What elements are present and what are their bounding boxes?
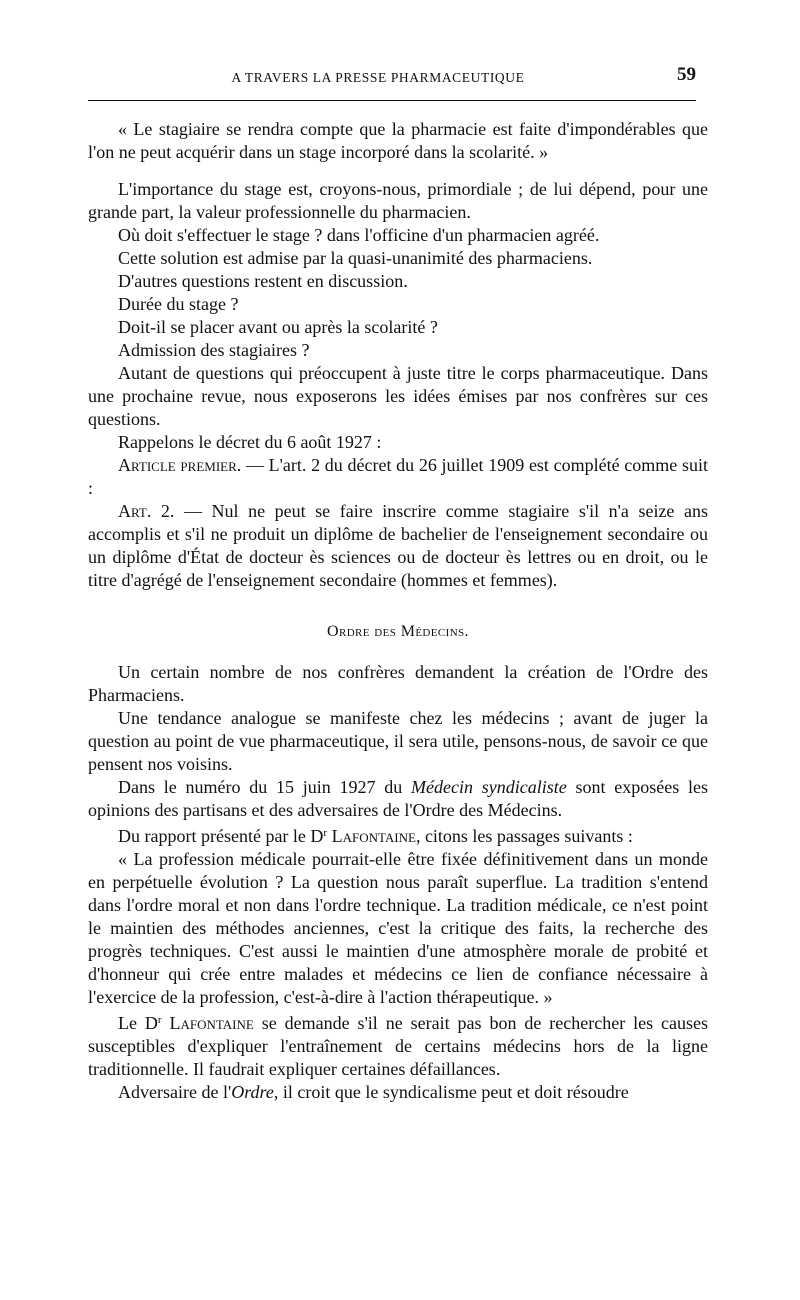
paragraph: L'importance du stage est, croyons-nous, primordiale ; de lui dépend, pour une grande part, la valeur professionnelle du pharmacien. [88, 179, 708, 222]
paragraph: Où doit s'effectuer le stage ? dans l'officine d'un pharmacien agréé. [118, 225, 600, 245]
section-heading: Ordre des Médecins. [327, 623, 469, 640]
article-2-label: Art. 2. [118, 501, 175, 521]
paragraph: Autant de questions qui préoccupent à juste titre le corps pharmaceutique. Dans une prochaine revue, nous exposerons les idées émises par nos confrères sur ces questions. [88, 363, 708, 429]
page-header [88, 64, 696, 94]
ordre-word: Ordre [231, 1082, 274, 1102]
paragraph: Une tendance analogue se manifeste chez les médecins ; avant de juger la question au point de vue pharmaceutique, il sera utile, pensons-nous, de savoir ce que pensent nos voisins. [88, 708, 708, 774]
page-number: 59 [677, 64, 696, 85]
rapport-after: , citons les passages suivants : [415, 826, 633, 846]
lafontaine-paragraph [88, 1009, 708, 1081]
quote-paragraph: « La profession médicale pourrait-elle être fixée définitivement dans un monde en perpétuelle évolution ? La question nous paraît superflue. La tradition s'entend dans l'ordre moral et non dans l'ordre technique. La tradition médicale, ce n'est point le maintien des méthodes anciennes, c'est la critique des faits, la recherche des progrès techniques. C'est aussi le maintien d'une atmosphère morale de probité et d'honneur qui crée entre malades et médecins ce lien de confiance nécessaire à l'exercice de la profession, c'est-à-dire à l'action thérapeutique. » [88, 849, 708, 1007]
rapport-sup: r [323, 827, 328, 839]
lafontaine-sup: r [157, 1014, 162, 1026]
article-premier [88, 454, 708, 500]
article-2-text: — Nul ne peut se faire inscrire comme stagiaire s'il n'a seize ans accomplis et s'il ne produit un diplôme de bachelier de l'enseignement secondaire ou un diplôme d'État de docteur ès sciences ou de docteur ès lettres ou en droit, ou le titre d'agrégé de l'enseignement secondaire (hommes et femmes). [88, 501, 708, 590]
body-text [88, 118, 708, 1104]
paragraph: Doit-il se placer avant ou après la scolarité ? [118, 317, 438, 337]
paragraph: D'autres questions restent en discussion. [118, 271, 408, 291]
lafontaine-before: Le D [118, 1013, 158, 1033]
journal-title: Médecin syndicaliste [411, 777, 567, 797]
lafontaine-after: se demande s'il ne serait pas bon de rechercher les causes susceptibles d'expliquer l'entraînement de certains médecins hors de la ligne traditionnelle. Il faudrait expliquer certaines défaillances. [88, 1013, 708, 1079]
numero-after: sont exposées les opinions des partisans et des adversaires de l'Ordre des Médecins. [88, 777, 708, 820]
header-rule [88, 100, 696, 101]
paragraph: Admission des stagiaires ? [118, 340, 310, 360]
paragraph: Durée du stage ? [118, 294, 239, 314]
numero-paragraph [88, 776, 708, 822]
paragraph: « Le stagiaire se rendra compte que la pharmacie est faite d'impondérables que l'on ne peut acquérir dans un stage incorporé dans la scolarité. » [88, 119, 708, 162]
adversaire-before: Adversaire de l' [118, 1082, 232, 1102]
adversaire-after: , il croit que le syndicalisme peut et doit résoudre [273, 1082, 629, 1102]
paragraph: Rappelons le décret du 6 août 1927 : [118, 432, 382, 452]
rapport-paragraph [88, 822, 708, 848]
article-premier-text: — L'art. 2 du décret du 26 juillet 1909 est complété comme suit : [88, 455, 708, 498]
running-title: A TRAVERS LA PRESSE PHARMACEUTIQUE [231, 70, 525, 85]
paragraph: Cette solution est admise par la quasi-unanimité des pharmaciens. [118, 248, 593, 268]
adversaire-paragraph [88, 1081, 708, 1104]
article-2 [88, 500, 708, 592]
numero-before: Dans le numéro du 15 juin 1927 du [118, 777, 412, 797]
article-premier-label: Article premier. [118, 455, 242, 475]
rapport-name: Lafontaine [327, 826, 416, 846]
lafontaine-name: Lafontaine [161, 1013, 254, 1033]
rapport-before: Du rapport présenté par le D [118, 826, 324, 846]
paragraph: Un certain nombre de nos confrères demandent la création de l'Ordre des Pharmaciens. [88, 662, 708, 705]
